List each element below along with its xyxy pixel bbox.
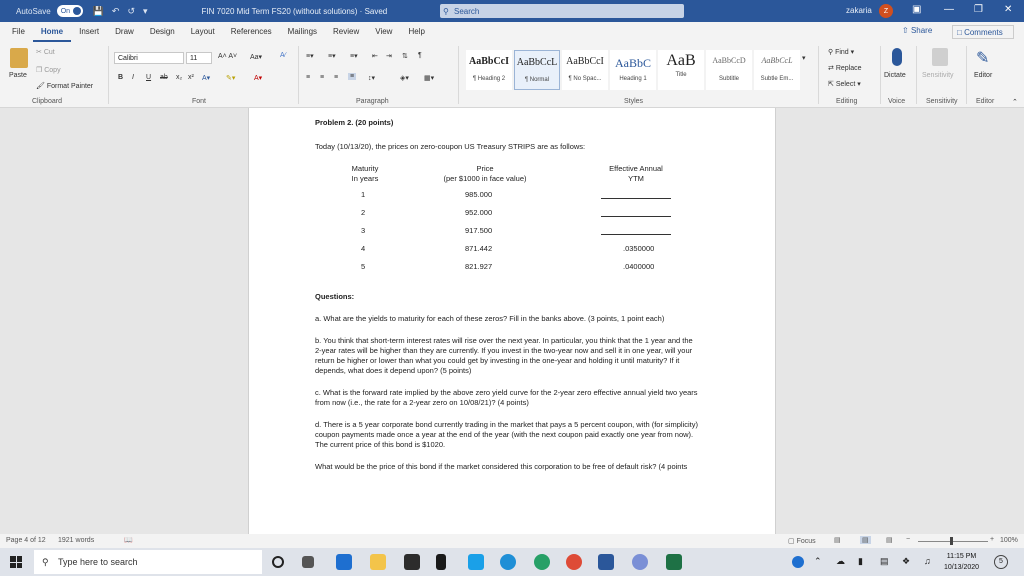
redo-icon[interactable]: ↺	[127, 5, 136, 16]
ribbon-divider	[880, 46, 881, 104]
document-title[interactable]: FIN 7020 Mid Term FS20 (without solutions) · Saved	[201, 6, 388, 16]
table-row: 1 985.000	[315, 190, 701, 204]
line-spacing-icon[interactable]: ↕▾	[368, 75, 376, 82]
show-formatting-icon[interactable]: ¶	[418, 52, 422, 59]
change-case-icon[interactable]: Aa▾	[250, 54, 263, 61]
align-right-icon[interactable]: ≡	[334, 74, 339, 81]
style-heading-1[interactable]: AaBbC Heading 1	[610, 50, 656, 90]
price-header: Price (per $1000 in face value)	[443, 164, 527, 183]
tab-references[interactable]: References	[230, 27, 272, 36]
focus-button[interactable]: ▢ Focus	[788, 538, 816, 545]
browser-icon[interactable]	[534, 554, 550, 570]
file-explorer-icon[interactable]	[370, 554, 386, 570]
editing-group-label: Editing	[836, 98, 858, 105]
superscript-icon[interactable]: x²	[188, 74, 194, 81]
strikethrough-icon[interactable]: ab	[160, 74, 168, 81]
cortana-icon[interactable]	[272, 556, 284, 568]
question-a: a. What are the yields to maturity for each of these zeros? Fill in the banks above. (3 points, 1 point each)	[315, 314, 665, 323]
style-no-spacing[interactable]: AaBbCcI ¶ No Spac...	[562, 50, 608, 90]
tab-draw[interactable]: Draw	[115, 27, 134, 36]
justify-icon[interactable]: ≡	[350, 73, 355, 80]
sensitivity-icon	[932, 48, 948, 66]
comments-button[interactable]: □ Comments	[952, 25, 1014, 39]
question-d-followup: What would be the price of this bond if the market considered this corporation to be free of default risk? (4 points	[315, 462, 688, 471]
page-count[interactable]: Page 4 of 12	[6, 537, 46, 544]
battery-icon[interactable]: ▮	[858, 556, 863, 566]
document-content[interactable]	[315, 118, 701, 472]
numbering-icon[interactable]: ≡▾	[328, 53, 336, 60]
question-c: c. What is the forward rate implied by the above zero yield curve for the 2-year zero effective annual yield two years from now (i.e., the rate for a 2-year zero on 10/08/21)? (4 points)	[315, 388, 698, 407]
save-icon[interactable]: 💾	[92, 5, 104, 16]
microphone-icon[interactable]	[892, 48, 902, 66]
tab-layout[interactable]: Layout	[190, 27, 215, 36]
ribbon-divider	[298, 46, 299, 104]
autosave-toggle[interactable]: On	[57, 5, 83, 17]
document-canvas[interactable]	[0, 108, 1024, 534]
edge-icon[interactable]	[500, 554, 516, 570]
question-b: b. You think that short-term interest rates will rise over the next year. In particular, you think that the 1 year and the 2-year rates will be higher than they are currently. If you invest in the two-year now and sell it in one year, will your return be higher or lower than what you could get by investing in the one-year and holding it until maturity? If it depends, what does it depend upon? (5 points)	[315, 336, 693, 375]
web-layout-icon[interactable]: ▤	[886, 537, 893, 544]
paragraph-group-label: Paragraph	[356, 98, 389, 105]
notifications-badge[interactable]: 5	[994, 555, 1008, 569]
store-icon[interactable]	[404, 554, 420, 570]
tab-design[interactable]: Design	[149, 27, 175, 36]
font-group-label: Font	[192, 98, 207, 105]
select-button[interactable]: ⇱ Select ▾	[828, 81, 861, 88]
ribbon-divider	[818, 46, 819, 104]
windows-start-icon[interactable]	[10, 556, 22, 568]
bullets-icon[interactable]: ≡▾	[306, 53, 314, 60]
table-row: 4 871.442 .0350000	[361, 244, 655, 253]
question-d: d. There is a 5 year corporate bond currently trading in the market that pays a 5 percent coupon, with (for simplicity) coupon payments made once a year at the end of the year (with the next coupon paid exactly one year from now). The current price of this bond is $1020.	[315, 420, 698, 449]
cut-button[interactable]: ✂ Cut	[36, 49, 55, 56]
volume-icon[interactable]: ♫	[924, 556, 931, 566]
font-size-select[interactable]: 11	[186, 52, 212, 64]
tab-home[interactable]: Home	[33, 22, 71, 42]
borders-icon[interactable]: ▦▾	[424, 75, 435, 82]
grow-shrink-font-icon[interactable]: A˄ A˅	[218, 53, 238, 60]
search-icon: ⚲	[42, 556, 49, 567]
help-icon[interactable]	[792, 556, 804, 568]
zoom-level[interactable]: 100%	[1000, 537, 1018, 544]
strips-table	[315, 164, 701, 284]
style-normal[interactable]: AaBbCcL ¶ Normal	[514, 50, 560, 90]
chevron-up-icon[interactable]: ⌃	[814, 556, 822, 566]
ribbon-divider	[916, 46, 917, 104]
tab-insert[interactable]: Insert	[79, 27, 100, 36]
ribbon-divider	[458, 46, 459, 104]
chrome-icon[interactable]	[566, 554, 582, 570]
ytm-blank[interactable]	[601, 216, 671, 217]
tab-file[interactable]: File	[12, 27, 25, 36]
word-count[interactable]: 1921 words	[58, 537, 95, 544]
multilevel-list-icon[interactable]: ≡▾	[350, 53, 358, 60]
title-bar	[0, 0, 1024, 22]
dictate-button[interactable]: Dictate	[884, 72, 906, 79]
document-page[interactable]	[248, 108, 776, 534]
collapse-ribbon-icon[interactable]: ⌃	[1012, 99, 1018, 106]
proofing-icon[interactable]: 📖	[124, 537, 133, 544]
align-left-icon[interactable]: ≡	[306, 74, 311, 81]
status-bar	[0, 534, 1024, 548]
ribbon-divider	[966, 46, 967, 104]
style-title[interactable]: AaB Title	[658, 50, 704, 90]
intro-paragraph: Today (10/13/20), the prices on zero-coupon US Treasury STRIPS are as follows:	[315, 142, 586, 151]
decrease-indent-icon[interactable]: ⇤	[372, 53, 378, 60]
styles-group-label: Styles	[624, 98, 644, 105]
finance-app-icon[interactable]	[436, 554, 446, 570]
sensitivity-group-label: Sensitivity	[926, 98, 958, 105]
align-center-icon[interactable]: ≡	[320, 74, 325, 81]
problem-title: Problem 2. (20 points)	[315, 118, 394, 127]
voice-group-label: Voice	[888, 98, 906, 105]
find-button[interactable]: ⚲ Find ▾	[828, 49, 855, 56]
bold-icon[interactable]: B	[118, 74, 124, 81]
maturity-header: Maturity In years	[351, 164, 379, 183]
font-name-select[interactable]: Calibri	[114, 52, 184, 64]
ytm-blank[interactable]	[601, 234, 671, 235]
ribbon	[0, 42, 1024, 108]
styles-more-icon[interactable]: ▾	[802, 55, 806, 62]
search-input[interactable]: ⚲ Search	[440, 4, 684, 18]
ribbon-display-icon[interactable]: ▣	[912, 4, 922, 15]
quick-access-toolbar	[93, 6, 148, 17]
ribbon-tabs	[0, 22, 1024, 42]
font-color-icon[interactable]: A▾	[254, 75, 263, 82]
ytm-blank[interactable]	[601, 198, 671, 199]
excel-icon[interactable]	[666, 554, 682, 570]
task-view-icon[interactable]	[302, 556, 314, 568]
sort-icon[interactable]: ⇅	[402, 53, 408, 60]
clear-formatting-icon[interactable]: A∕	[280, 52, 286, 59]
underline-icon[interactable]: U	[146, 74, 152, 81]
increase-indent-icon[interactable]: ⇥	[386, 53, 392, 60]
editor-icon[interactable]: ✎	[976, 50, 990, 67]
zoom-in-icon[interactable]: +	[990, 536, 995, 543]
copy-button[interactable]: ❐ Copy	[36, 67, 61, 74]
editor-group-label: Editor	[976, 98, 995, 105]
tab-mailings[interactable]: Mailings	[287, 27, 318, 36]
italic-icon[interactable]: I	[132, 74, 134, 81]
undo-icon[interactable]: ↶	[111, 5, 120, 16]
clipboard-group-label: Clipboard	[32, 98, 62, 105]
table-row: 3 917.500	[315, 226, 701, 240]
zoom-slider-handle[interactable]	[950, 537, 953, 545]
network-icon[interactable]: ▤	[880, 556, 889, 566]
style-heading-2[interactable]: AaBbCcI ¶ Heading 2	[466, 50, 512, 90]
sensitivity-button: Sensitivity	[922, 72, 954, 79]
close-icon[interactable]: ✕	[1004, 4, 1013, 15]
cloud-icon[interactable]: ☁	[836, 556, 845, 566]
editor-button[interactable]: Editor	[974, 72, 993, 79]
questions-heading: Questions:	[315, 292, 355, 301]
search-icon: ⚲	[443, 6, 449, 16]
r-app-icon[interactable]	[632, 554, 648, 570]
read-mode-icon[interactable]: ▤	[834, 537, 841, 544]
restore-icon[interactable]: ❐	[974, 4, 983, 15]
system-clock[interactable]: 11:15 PM 10/13/2020	[944, 553, 980, 571]
style-subtle-emphasis[interactable]: AaBbCcL Subtle Em...	[754, 50, 800, 90]
minimize-icon[interactable]: —	[944, 4, 954, 15]
autosave-label: AutoSave	[16, 6, 51, 16]
table-row: 2 952.000	[315, 208, 701, 222]
ytm-header: Effective Annual YTM	[609, 164, 663, 183]
text-effects-icon[interactable]: A▾	[202, 75, 211, 82]
style-subtitle[interactable]: AaBbCcD Subtitle	[706, 50, 752, 90]
word-icon[interactable]	[598, 554, 614, 570]
dropbox-icon[interactable]: ❖	[902, 556, 911, 566]
replace-button[interactable]: ⇄ Replace	[828, 65, 862, 72]
print-layout-icon[interactable]: ▤	[862, 537, 869, 544]
tab-view[interactable]: View	[375, 27, 393, 36]
taskbar	[0, 548, 1024, 576]
tab-help[interactable]: Help	[408, 27, 425, 36]
mail-icon[interactable]	[336, 554, 352, 570]
customize-qat-icon[interactable]: ▾	[143, 5, 148, 16]
shading-icon[interactable]: ◈▾	[400, 75, 409, 82]
paste-icon[interactable]	[10, 48, 28, 68]
zoom-out-icon[interactable]: −	[906, 536, 911, 543]
share-button[interactable]: ⇧ Share	[902, 26, 933, 35]
paste-button[interactable]: Paste	[9, 72, 27, 79]
subscript-icon[interactable]: x₂	[176, 74, 183, 81]
avatar[interactable]: Z	[879, 4, 893, 18]
format-painter-button[interactable]: 🖌 Format Painter	[36, 83, 94, 90]
zoom-slider[interactable]	[918, 541, 988, 542]
highlight-icon[interactable]: ✎▾	[226, 75, 236, 82]
ribbon-divider	[108, 46, 109, 104]
play-icon[interactable]	[468, 554, 484, 570]
taskbar-search-input[interactable]: ⚲ Type here to search	[34, 550, 262, 574]
user-name: zakaria	[846, 6, 872, 15]
tab-review[interactable]: Review	[333, 27, 360, 36]
table-row: 5 821.927 .0400000	[361, 262, 655, 271]
